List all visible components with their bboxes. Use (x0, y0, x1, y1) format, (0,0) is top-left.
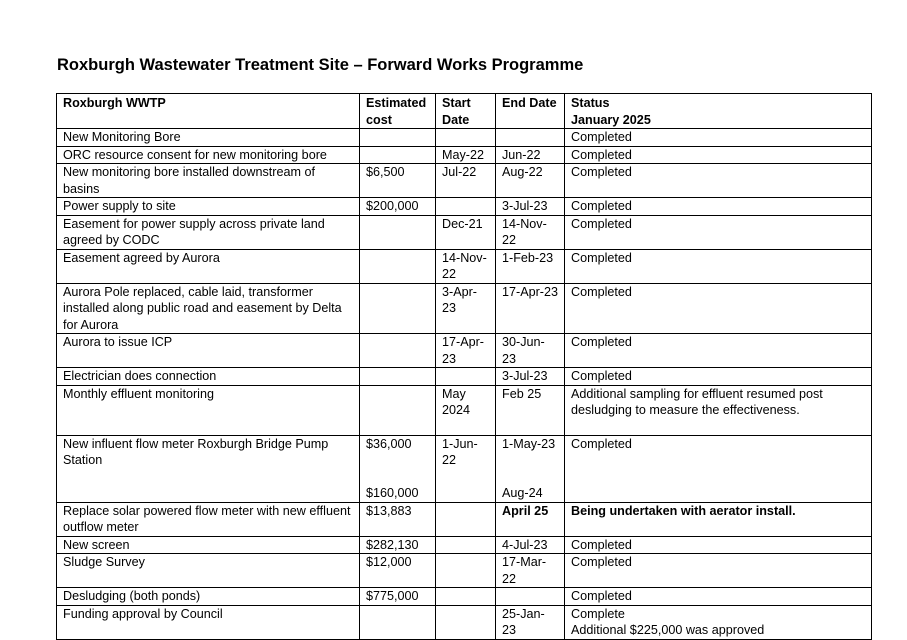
cell-status: Additional sampling for effluent resumed post desludging to measure the effectiveness. (565, 385, 872, 435)
header-end-date: End Date (496, 94, 565, 129)
cell-cost (360, 249, 436, 283)
cell-cost (360, 368, 436, 386)
cell-start: 17-Apr-23 (436, 334, 496, 368)
cell-end: Aug-22 (496, 164, 565, 198)
header-start-date: Start Date (436, 94, 496, 129)
cell-item: Easement for power supply across private land agreed by CODC (57, 215, 360, 249)
cell-item: ORC resource consent for new monitoring bore (57, 146, 360, 164)
table-row (57, 164, 872, 198)
cell-end: 14-Nov-22 (496, 215, 565, 249)
cell-item: Desludging (both ponds) (57, 588, 360, 606)
cell-cost (360, 146, 436, 164)
table-header-row (57, 94, 872, 129)
table-row (57, 368, 872, 386)
cell-cost: $12,000 (360, 554, 436, 588)
cell-cost: $282,130 (360, 536, 436, 554)
cell-cost: $200,000 (360, 198, 436, 216)
cell-end: 17-Apr-23 (496, 283, 565, 334)
cell-status: Completed (565, 164, 872, 198)
cell-item: Electrician does connection (57, 368, 360, 386)
cell-start: 1-Jun-22 (436, 435, 496, 502)
end-date-value: 1-May-23 (502, 436, 556, 451)
cell-cost (360, 385, 436, 435)
cell-start (436, 536, 496, 554)
cost-value: $36,000 (366, 436, 412, 451)
cell-item: Sludge Survey (57, 554, 360, 588)
cell-end (496, 588, 565, 606)
table-row (57, 334, 872, 368)
cell-end: April 25 (496, 502, 565, 536)
cell-end: 4-Jul-23 (496, 536, 565, 554)
cell-end: 30-Jun-23 (496, 334, 565, 368)
forward-works-table (56, 93, 872, 640)
cell-cost (360, 129, 436, 147)
cell-cost (360, 215, 436, 249)
table-row (57, 435, 872, 502)
cell-status: Completed (565, 334, 872, 368)
cell-cost (360, 283, 436, 334)
table-row (57, 146, 872, 164)
cell-item: Monthly effluent monitoring (57, 385, 360, 435)
cell-start: May 2024 (436, 385, 496, 435)
cell-start (436, 502, 496, 536)
cell-item: New screen (57, 536, 360, 554)
table-row (57, 129, 872, 147)
status-value: Complete (571, 606, 625, 621)
cell-end: Feb 25 (496, 385, 565, 435)
table-row (57, 536, 872, 554)
status-note: Additional $225,000 was approved (571, 623, 765, 637)
cell-end: 17-Mar-22 (496, 554, 565, 588)
cell-status: Being undertaken with aerator install. (565, 502, 872, 536)
table-row (57, 283, 872, 334)
cell-status: Completed (565, 435, 872, 502)
cell-status: Completed (565, 283, 872, 334)
cell-start (436, 198, 496, 216)
cell-cost: $13,883 (360, 502, 436, 536)
cell-status: Completed (565, 554, 872, 588)
document-title: Roxburgh Wastewater Treatment Site – Forward Works Programme (57, 56, 584, 74)
cell-cost (360, 605, 436, 639)
cell-item: Funding approval by Council (57, 605, 360, 639)
cell-status (565, 605, 872, 639)
table-row (57, 385, 872, 435)
cell-start: 14-Nov-22 (436, 249, 496, 283)
cell-cost (360, 435, 436, 502)
cell-item: Aurora Pole replaced, cable laid, transformer installed along public road and easement by Delta for Aurora (57, 283, 360, 334)
cell-status: Completed (565, 215, 872, 249)
cell-start (436, 368, 496, 386)
cell-status: Completed (565, 368, 872, 386)
cell-item: Power supply to site (57, 198, 360, 216)
header-item: Roxburgh WWTP (57, 94, 360, 129)
cell-start (436, 554, 496, 588)
cell-status: Completed (565, 249, 872, 283)
cell-end (496, 129, 565, 147)
table-row (57, 605, 872, 639)
table-row (57, 215, 872, 249)
cell-item: New influent flow meter Roxburgh Bridge Pump Station (57, 435, 360, 502)
cell-cost: $775,000 (360, 588, 436, 606)
cell-end: Jun-22 (496, 146, 565, 164)
header-estimated-cost: Estimated cost (360, 94, 436, 129)
cell-end (496, 435, 565, 502)
end-date-value-secondary: Aug-24 (502, 486, 543, 500)
cell-start (436, 129, 496, 147)
cell-item: New Monitoring Bore (57, 129, 360, 147)
table-row (57, 588, 872, 606)
cell-status: Completed (565, 198, 872, 216)
cost-value-secondary: $160,000 (366, 486, 419, 500)
cell-status: Completed (565, 129, 872, 147)
cell-item: Aurora to issue ICP (57, 334, 360, 368)
cell-item: New monitoring bore installed downstream of basins (57, 164, 360, 198)
cell-cost: $6,500 (360, 164, 436, 198)
cell-start (436, 605, 496, 639)
cell-cost (360, 334, 436, 368)
cell-item: Easement agreed by Aurora (57, 249, 360, 283)
cell-end: 25-Jan-23 (496, 605, 565, 639)
cell-start: Jul-22 (436, 164, 496, 198)
cell-start: May-22 (436, 146, 496, 164)
table-row (57, 554, 872, 588)
table-row (57, 198, 872, 216)
cell-end: 3-Jul-23 (496, 198, 565, 216)
cell-start (436, 588, 496, 606)
cell-status: Completed (565, 146, 872, 164)
cell-status: Completed (565, 536, 872, 554)
cell-end: 3-Jul-23 (496, 368, 565, 386)
header-status: Status January 2025 (565, 94, 872, 129)
cell-status: Completed (565, 588, 872, 606)
cell-end: 1-Feb-23 (496, 249, 565, 283)
cell-start: 3-Apr-23 (436, 283, 496, 334)
cell-start: Dec-21 (436, 215, 496, 249)
cell-item: Replace solar powered flow meter with new effluent outflow meter (57, 502, 360, 536)
table-row (57, 502, 872, 536)
table-row (57, 249, 872, 283)
